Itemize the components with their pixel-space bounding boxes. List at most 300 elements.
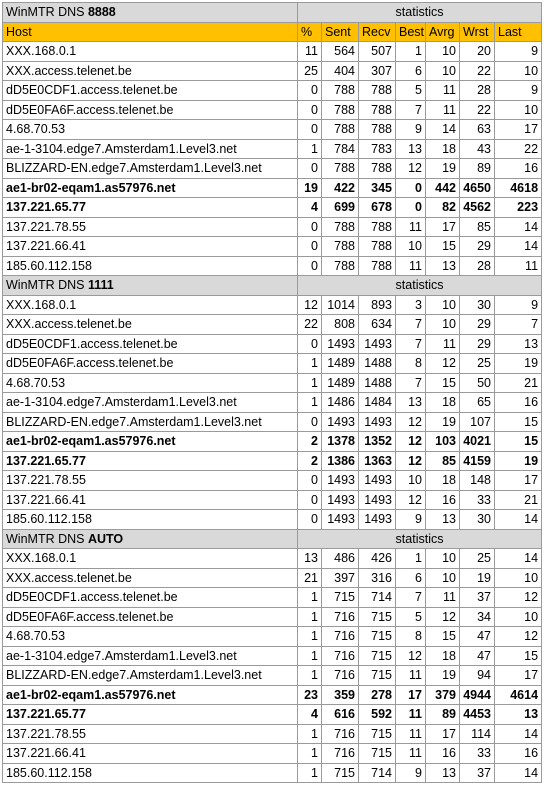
table-row xyxy=(3,42,542,62)
best-cell: 11 xyxy=(396,744,426,764)
wrst-cell: 30 xyxy=(460,295,495,315)
pct-cell: 2 xyxy=(298,451,322,471)
wrst-cell: 4021 xyxy=(460,432,495,452)
host-cell: 137.221.66.41 xyxy=(3,490,298,510)
table-row xyxy=(3,568,542,588)
host-cell: 4.68.70.53 xyxy=(3,373,298,393)
best-cell: 12 xyxy=(396,490,426,510)
pct-cell: 0 xyxy=(298,120,322,140)
recv-cell: 788 xyxy=(359,256,396,276)
sent-cell: 788 xyxy=(322,159,359,179)
host-cell: BLIZZARD-EN.edge7.Amsterdam1.Level3.net xyxy=(3,666,298,686)
best-cell: 5 xyxy=(396,81,426,101)
last-cell: 10 xyxy=(495,61,542,81)
host-cell: 137.221.65.77 xyxy=(3,451,298,471)
last-cell: 7 xyxy=(495,315,542,335)
last-cell: 19 xyxy=(495,451,542,471)
best-cell: 11 xyxy=(396,256,426,276)
wrst-cell: 37 xyxy=(460,588,495,608)
host-cell: ae1-br02-eqam1.as57976.net xyxy=(3,685,298,705)
table-row xyxy=(3,549,542,569)
last-cell: 17 xyxy=(495,471,542,491)
wrst-cell: 20 xyxy=(460,42,495,62)
table-row xyxy=(3,666,542,686)
column-header-sent: Sent xyxy=(322,22,359,42)
sent-cell: 788 xyxy=(322,100,359,120)
best-cell: 1 xyxy=(396,42,426,62)
table-row xyxy=(3,217,542,237)
avrg-cell: 11 xyxy=(426,81,460,101)
pct-cell: 22 xyxy=(298,315,322,335)
recv-cell: 788 xyxy=(359,81,396,101)
host-cell: 137.221.66.41 xyxy=(3,237,298,257)
pct-cell: 0 xyxy=(298,217,322,237)
avrg-cell: 18 xyxy=(426,646,460,666)
recv-cell: 1363 xyxy=(359,451,396,471)
avrg-cell: 10 xyxy=(426,315,460,335)
recv-cell: 1493 xyxy=(359,510,396,530)
recv-cell: 1488 xyxy=(359,373,396,393)
host-cell: XXX.access.telenet.be xyxy=(3,315,298,335)
recv-cell: 714 xyxy=(359,588,396,608)
host-cell: ae-1-3104.edge7.Amsterdam1.Level3.net xyxy=(3,646,298,666)
column-header-last: Last xyxy=(495,22,542,42)
avrg-cell: 10 xyxy=(426,42,460,62)
last-cell: 21 xyxy=(495,373,542,393)
recv-cell: 1352 xyxy=(359,432,396,452)
sent-cell: 1493 xyxy=(322,412,359,432)
best-cell: 13 xyxy=(396,393,426,413)
recv-cell: 715 xyxy=(359,607,396,627)
wrst-cell: 22 xyxy=(460,61,495,81)
recv-cell: 307 xyxy=(359,61,396,81)
best-cell: 3 xyxy=(396,295,426,315)
avrg-cell: 10 xyxy=(426,568,460,588)
best-cell: 13 xyxy=(396,139,426,159)
sent-cell: 1486 xyxy=(322,393,359,413)
last-cell: 14 xyxy=(495,217,542,237)
wrst-cell: 33 xyxy=(460,744,495,764)
recv-cell: 316 xyxy=(359,568,396,588)
sent-cell: 788 xyxy=(322,81,359,101)
pct-cell: 0 xyxy=(298,471,322,491)
host-cell: 185.60.112.158 xyxy=(3,763,298,783)
winmtr-comparison-table xyxy=(2,2,542,783)
table-row xyxy=(3,100,542,120)
recv-cell: 678 xyxy=(359,198,396,218)
best-cell: 9 xyxy=(396,120,426,140)
wrst-cell: 89 xyxy=(460,159,495,179)
table-row xyxy=(3,510,542,530)
best-cell: 9 xyxy=(396,510,426,530)
host-cell: dD5E0FA6F.access.telenet.be xyxy=(3,100,298,120)
table-row xyxy=(3,432,542,452)
table-row xyxy=(3,61,542,81)
last-cell: 10 xyxy=(495,100,542,120)
avrg-cell: 11 xyxy=(426,588,460,608)
last-cell: 14 xyxy=(495,510,542,530)
last-cell: 15 xyxy=(495,646,542,666)
last-cell: 9 xyxy=(495,42,542,62)
last-cell: 9 xyxy=(495,81,542,101)
table-row xyxy=(3,685,542,705)
host-cell: 137.221.65.77 xyxy=(3,705,298,725)
last-cell: 14 xyxy=(495,763,542,783)
column-header-avrg: Avrg xyxy=(426,22,460,42)
sent-cell: 716 xyxy=(322,627,359,647)
best-cell: 11 xyxy=(396,705,426,725)
table-row xyxy=(3,705,542,725)
sent-cell: 788 xyxy=(322,217,359,237)
pct-cell: 1 xyxy=(298,393,322,413)
last-cell: 10 xyxy=(495,607,542,627)
sent-cell: 564 xyxy=(322,42,359,62)
column-header-pct: % xyxy=(298,22,322,42)
best-cell: 9 xyxy=(396,763,426,783)
wrst-cell: 148 xyxy=(460,471,495,491)
pct-cell: 0 xyxy=(298,334,322,354)
section-title xyxy=(3,276,298,296)
host-cell: 4.68.70.53 xyxy=(3,120,298,140)
column-header-wrst: Wrst xyxy=(460,22,495,42)
avrg-cell: 11 xyxy=(426,100,460,120)
table-row xyxy=(3,81,542,101)
last-cell: 14 xyxy=(495,549,542,569)
host-cell: dD5E0CDF1.access.telenet.be xyxy=(3,588,298,608)
sent-cell: 397 xyxy=(322,568,359,588)
best-cell: 7 xyxy=(396,100,426,120)
pct-cell: 0 xyxy=(298,100,322,120)
avrg-cell: 16 xyxy=(426,744,460,764)
best-cell: 11 xyxy=(396,217,426,237)
recv-cell: 715 xyxy=(359,744,396,764)
recv-cell: 1493 xyxy=(359,334,396,354)
pct-cell: 1 xyxy=(298,588,322,608)
best-cell: 12 xyxy=(396,412,426,432)
sent-cell: 788 xyxy=(322,237,359,257)
wrst-cell: 4453 xyxy=(460,705,495,725)
recv-cell: 788 xyxy=(359,217,396,237)
host-cell: BLIZZARD-EN.edge7.Amsterdam1.Level3.net xyxy=(3,412,298,432)
pct-cell: 2 xyxy=(298,432,322,452)
sent-cell: 616 xyxy=(322,705,359,725)
avrg-cell: 103 xyxy=(426,432,460,452)
wrst-cell: 4562 xyxy=(460,198,495,218)
sent-cell: 1378 xyxy=(322,432,359,452)
host-cell: XXX.168.0.1 xyxy=(3,549,298,569)
host-cell: dD5E0FA6F.access.telenet.be xyxy=(3,607,298,627)
sent-cell: 1489 xyxy=(322,373,359,393)
sent-cell: 404 xyxy=(322,61,359,81)
wrst-cell: 4944 xyxy=(460,685,495,705)
sent-cell: 784 xyxy=(322,139,359,159)
table-row xyxy=(3,256,542,276)
wrst-cell: 25 xyxy=(460,354,495,374)
last-cell: 21 xyxy=(495,490,542,510)
wrst-cell: 4650 xyxy=(460,178,495,198)
section-title-row xyxy=(3,3,542,23)
avrg-cell: 13 xyxy=(426,510,460,530)
pct-cell: 19 xyxy=(298,178,322,198)
table-row xyxy=(3,120,542,140)
wrst-cell: 28 xyxy=(460,256,495,276)
last-cell: 12 xyxy=(495,627,542,647)
sent-cell: 1014 xyxy=(322,295,359,315)
best-cell: 6 xyxy=(396,61,426,81)
avrg-cell: 442 xyxy=(426,178,460,198)
pct-cell: 0 xyxy=(298,412,322,432)
best-cell: 8 xyxy=(396,627,426,647)
host-cell: dD5E0CDF1.access.telenet.be xyxy=(3,334,298,354)
host-cell: ae1-br02-eqam1.as57976.net xyxy=(3,432,298,452)
wrst-cell: 85 xyxy=(460,217,495,237)
wrst-cell: 47 xyxy=(460,627,495,647)
table-row xyxy=(3,393,542,413)
wrst-cell: 65 xyxy=(460,393,495,413)
table-row xyxy=(3,139,542,159)
best-cell: 11 xyxy=(396,666,426,686)
avrg-cell: 19 xyxy=(426,159,460,179)
wrst-cell: 25 xyxy=(460,549,495,569)
last-cell: 14 xyxy=(495,724,542,744)
best-cell: 12 xyxy=(396,451,426,471)
pct-cell: 1 xyxy=(298,373,322,393)
best-cell: 12 xyxy=(396,646,426,666)
last-cell: 19 xyxy=(495,354,542,374)
recv-cell: 1488 xyxy=(359,354,396,374)
pct-cell: 1 xyxy=(298,139,322,159)
last-cell: 16 xyxy=(495,744,542,764)
recv-cell: 507 xyxy=(359,42,396,62)
last-cell: 17 xyxy=(495,120,542,140)
recv-cell: 788 xyxy=(359,120,396,140)
pct-cell: 4 xyxy=(298,198,322,218)
pct-cell: 1 xyxy=(298,724,322,744)
wrst-cell: 94 xyxy=(460,666,495,686)
host-cell: 137.221.66.41 xyxy=(3,744,298,764)
wrst-cell: 33 xyxy=(460,490,495,510)
recv-cell: 788 xyxy=(359,100,396,120)
best-cell: 7 xyxy=(396,373,426,393)
host-cell: XXX.access.telenet.be xyxy=(3,61,298,81)
table-row xyxy=(3,607,542,627)
host-cell: ae1-br02-eqam1.as57976.net xyxy=(3,178,298,198)
pct-cell: 1 xyxy=(298,627,322,647)
last-cell: 223 xyxy=(495,198,542,218)
last-cell: 11 xyxy=(495,256,542,276)
wrst-cell: 28 xyxy=(460,81,495,101)
section-title-prefix: WinMTR DNS xyxy=(6,278,88,293)
pct-cell: 4 xyxy=(298,705,322,725)
sent-cell: 716 xyxy=(322,744,359,764)
best-cell: 10 xyxy=(396,237,426,257)
pct-cell: 1 xyxy=(298,646,322,666)
wrst-cell: 4159 xyxy=(460,451,495,471)
avrg-cell: 18 xyxy=(426,471,460,491)
table-row xyxy=(3,724,542,744)
sent-cell: 788 xyxy=(322,256,359,276)
statistics-label: statistics xyxy=(298,529,542,549)
table-row xyxy=(3,627,542,647)
host-cell: XXX.168.0.1 xyxy=(3,295,298,315)
last-cell: 9 xyxy=(495,295,542,315)
column-header-row xyxy=(3,22,542,42)
table-row xyxy=(3,334,542,354)
table-row xyxy=(3,490,542,510)
host-cell: ae-1-3104.edge7.Amsterdam1.Level3.net xyxy=(3,139,298,159)
best-cell: 17 xyxy=(396,685,426,705)
wrst-cell: 29 xyxy=(460,237,495,257)
host-cell: XXX.access.telenet.be xyxy=(3,568,298,588)
recv-cell: 1493 xyxy=(359,471,396,491)
section-title-dns: 8888 xyxy=(87,5,116,20)
recv-cell: 634 xyxy=(359,315,396,335)
sent-cell: 1493 xyxy=(322,471,359,491)
avrg-cell: 10 xyxy=(426,295,460,315)
sent-cell: 716 xyxy=(322,607,359,627)
table-row xyxy=(3,354,542,374)
best-cell: 7 xyxy=(396,315,426,335)
pct-cell: 0 xyxy=(298,256,322,276)
section-title xyxy=(3,529,298,549)
pct-cell: 0 xyxy=(298,159,322,179)
best-cell: 12 xyxy=(396,432,426,452)
host-cell: 4.68.70.53 xyxy=(3,627,298,647)
table-row xyxy=(3,315,542,335)
pct-cell: 1 xyxy=(298,354,322,374)
avrg-cell: 18 xyxy=(426,393,460,413)
sent-cell: 808 xyxy=(322,315,359,335)
section-title-dns: 1111 xyxy=(87,278,114,293)
recv-cell: 1493 xyxy=(359,490,396,510)
sent-cell: 1493 xyxy=(322,510,359,530)
table-row xyxy=(3,744,542,764)
sent-cell: 422 xyxy=(322,178,359,198)
host-cell: dD5E0FA6F.access.telenet.be xyxy=(3,354,298,374)
pct-cell: 11 xyxy=(298,42,322,62)
recv-cell: 714 xyxy=(359,763,396,783)
best-cell: 8 xyxy=(396,354,426,374)
last-cell: 10 xyxy=(495,568,542,588)
table-row xyxy=(3,373,542,393)
host-cell: 137.221.78.55 xyxy=(3,471,298,491)
last-cell: 13 xyxy=(495,334,542,354)
avrg-cell: 85 xyxy=(426,451,460,471)
best-cell: 10 xyxy=(396,471,426,491)
pct-cell: 1 xyxy=(298,666,322,686)
host-cell: BLIZZARD-EN.edge7.Amsterdam1.Level3.net xyxy=(3,159,298,179)
table-row xyxy=(3,237,542,257)
host-cell: 137.221.78.55 xyxy=(3,724,298,744)
avrg-cell: 10 xyxy=(426,61,460,81)
avrg-cell: 82 xyxy=(426,198,460,218)
avrg-cell: 17 xyxy=(426,724,460,744)
sent-cell: 716 xyxy=(322,666,359,686)
table-row xyxy=(3,295,542,315)
table-row xyxy=(3,471,542,491)
best-cell: 6 xyxy=(396,568,426,588)
avrg-cell: 19 xyxy=(426,666,460,686)
last-cell: 16 xyxy=(495,159,542,179)
wrst-cell: 22 xyxy=(460,100,495,120)
section-title xyxy=(3,3,298,23)
statistics-label: statistics xyxy=(298,276,542,296)
sent-cell: 715 xyxy=(322,588,359,608)
avrg-cell: 18 xyxy=(426,139,460,159)
pct-cell: 13 xyxy=(298,549,322,569)
section-title-row xyxy=(3,276,542,296)
best-cell: 11 xyxy=(396,724,426,744)
table-row xyxy=(3,763,542,783)
table-row xyxy=(3,412,542,432)
column-header-best: Best xyxy=(396,22,426,42)
wrst-cell: 37 xyxy=(460,763,495,783)
wrst-cell: 29 xyxy=(460,334,495,354)
host-cell: 185.60.112.158 xyxy=(3,510,298,530)
last-cell: 14 xyxy=(495,237,542,257)
wrst-cell: 30 xyxy=(460,510,495,530)
table-row xyxy=(3,159,542,179)
avrg-cell: 13 xyxy=(426,256,460,276)
avrg-cell: 17 xyxy=(426,217,460,237)
recv-cell: 426 xyxy=(359,549,396,569)
wrst-cell: 50 xyxy=(460,373,495,393)
last-cell: 15 xyxy=(495,412,542,432)
column-header-host: Host xyxy=(3,22,298,42)
best-cell: 7 xyxy=(396,334,426,354)
section-title-prefix: WinMTR DNS xyxy=(6,531,88,546)
last-cell: 17 xyxy=(495,666,542,686)
recv-cell: 715 xyxy=(359,666,396,686)
recv-cell: 715 xyxy=(359,646,396,666)
host-cell: ae-1-3104.edge7.Amsterdam1.Level3.net xyxy=(3,393,298,413)
recv-cell: 345 xyxy=(359,178,396,198)
sent-cell: 359 xyxy=(322,685,359,705)
recv-cell: 893 xyxy=(359,295,396,315)
last-cell: 15 xyxy=(495,432,542,452)
recv-cell: 278 xyxy=(359,685,396,705)
pct-cell: 1 xyxy=(298,744,322,764)
last-cell: 12 xyxy=(495,588,542,608)
last-cell: 22 xyxy=(495,139,542,159)
table-body xyxy=(3,3,542,783)
avrg-cell: 15 xyxy=(426,373,460,393)
wrst-cell: 34 xyxy=(460,607,495,627)
avrg-cell: 89 xyxy=(426,705,460,725)
pct-cell: 1 xyxy=(298,763,322,783)
column-header-recv: Recv xyxy=(359,22,396,42)
host-cell: dD5E0CDF1.access.telenet.be xyxy=(3,81,298,101)
pct-cell: 1 xyxy=(298,607,322,627)
best-cell: 0 xyxy=(396,198,426,218)
avrg-cell: 14 xyxy=(426,120,460,140)
pct-cell: 0 xyxy=(298,510,322,530)
best-cell: 7 xyxy=(396,588,426,608)
avrg-cell: 12 xyxy=(426,354,460,374)
pct-cell: 23 xyxy=(298,685,322,705)
avrg-cell: 11 xyxy=(426,334,460,354)
sent-cell: 788 xyxy=(322,120,359,140)
sent-cell: 715 xyxy=(322,763,359,783)
avrg-cell: 16 xyxy=(426,490,460,510)
pct-cell: 21 xyxy=(298,568,322,588)
avrg-cell: 379 xyxy=(426,685,460,705)
last-cell: 4614 xyxy=(495,685,542,705)
sent-cell: 699 xyxy=(322,198,359,218)
pct-cell: 0 xyxy=(298,237,322,257)
pct-cell: 12 xyxy=(298,295,322,315)
recv-cell: 1493 xyxy=(359,412,396,432)
